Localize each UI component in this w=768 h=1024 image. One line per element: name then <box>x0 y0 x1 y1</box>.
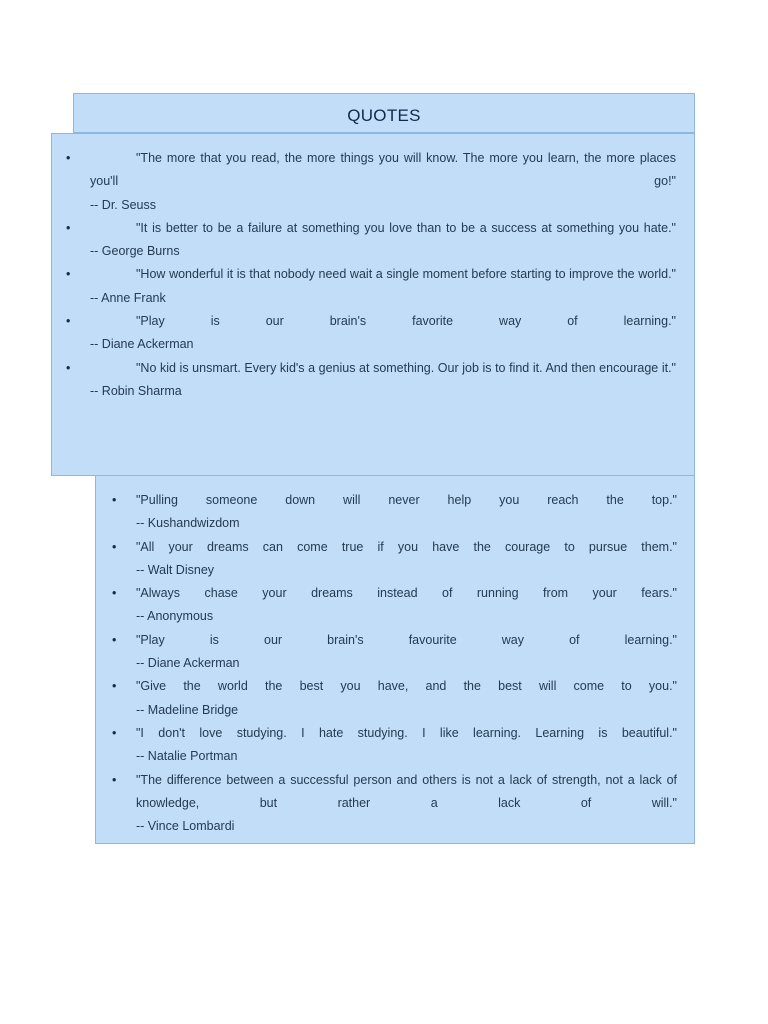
quote-list-2 <box>112 489 677 838</box>
bullet-icon: • <box>66 220 71 235</box>
quote-list-1 <box>66 147 676 403</box>
bullet-icon: • <box>112 679 117 694</box>
quotes-box-2 <box>95 476 695 844</box>
quotes-box-1 <box>51 133 695 476</box>
bullet-icon: • <box>112 725 117 740</box>
quote-author: -- Madeline Bridge <box>136 702 239 717</box>
page-title: QUOTES <box>347 106 421 125</box>
list-item <box>66 310 676 357</box>
list-item <box>112 675 677 722</box>
quote-author: -- Dr. Seuss <box>90 197 156 212</box>
quote-author: -- Diane Ackerman <box>136 656 240 671</box>
list-item <box>112 582 677 629</box>
list-item <box>112 536 677 583</box>
title-box <box>73 93 695 133</box>
bullet-icon: • <box>112 539 117 554</box>
quote-author: -- Diane Ackerman <box>90 337 194 352</box>
quote-author: -- Anne Frank <box>90 290 166 305</box>
quote-text: "I don't love studying. I hate studying. I like learning. Learning is beautiful." <box>136 725 677 740</box>
list-item <box>66 147 676 217</box>
list-item <box>66 263 676 310</box>
bullet-icon: • <box>112 632 117 647</box>
bullet-icon: • <box>112 586 117 601</box>
quote-text: "The more that you read, the more things you will know. The more you learn, the more places you'll go!" <box>90 151 676 189</box>
quote-author: -- Kushandwizdom <box>136 516 240 531</box>
list-item <box>112 489 677 536</box>
quote-text: "It is better to be a failure at something you love than to be a success at something you hate." <box>136 220 676 235</box>
list-item <box>66 217 676 264</box>
quote-text: "No kid is unsmart. Every kid's a genius at something. Our job is to find it. And then encourage it." <box>136 360 676 375</box>
quote-text: "How wonderful it is that nobody need wait a single moment before starting to improve the world." <box>136 267 676 282</box>
list-item <box>112 769 677 839</box>
quote-text: "Pulling someone down will never help you reach the top." <box>136 493 677 507</box>
list-item <box>112 629 677 676</box>
quote-author: -- Anonymous <box>136 609 214 624</box>
quote-author: -- Natalie Portman <box>136 749 238 764</box>
quote-author: -- Robin Sharma <box>90 383 182 398</box>
quote-author: -- Vince Lombardi <box>136 819 235 834</box>
bullet-icon: • <box>66 151 71 165</box>
bullet-icon: • <box>112 772 117 787</box>
bullet-icon: • <box>66 314 71 329</box>
bullet-icon: • <box>112 493 117 507</box>
quote-text: "All your dreams can come true if you have the courage to pursue them." <box>136 539 677 554</box>
quote-text: "Give the world the best you have, and the best will come to you." <box>136 679 677 694</box>
bullet-icon: • <box>66 360 71 375</box>
list-item <box>66 357 676 404</box>
list-item <box>112 722 677 769</box>
quote-author: -- Walt Disney <box>136 562 215 577</box>
quote-text: "Play is our brain's favourite way of learning." <box>136 632 677 647</box>
bullet-icon: • <box>66 267 71 282</box>
quote-text: "Play is our brain's favorite way of learning." <box>136 314 676 329</box>
quote-text: "The difference between a successful person and others is not a lack of strength, not a lack of knowledge, but rather a lack of will." <box>136 772 677 810</box>
quote-author: -- George Burns <box>90 244 180 259</box>
quote-text: "Always chase your dreams instead of running from your fears." <box>136 586 677 601</box>
